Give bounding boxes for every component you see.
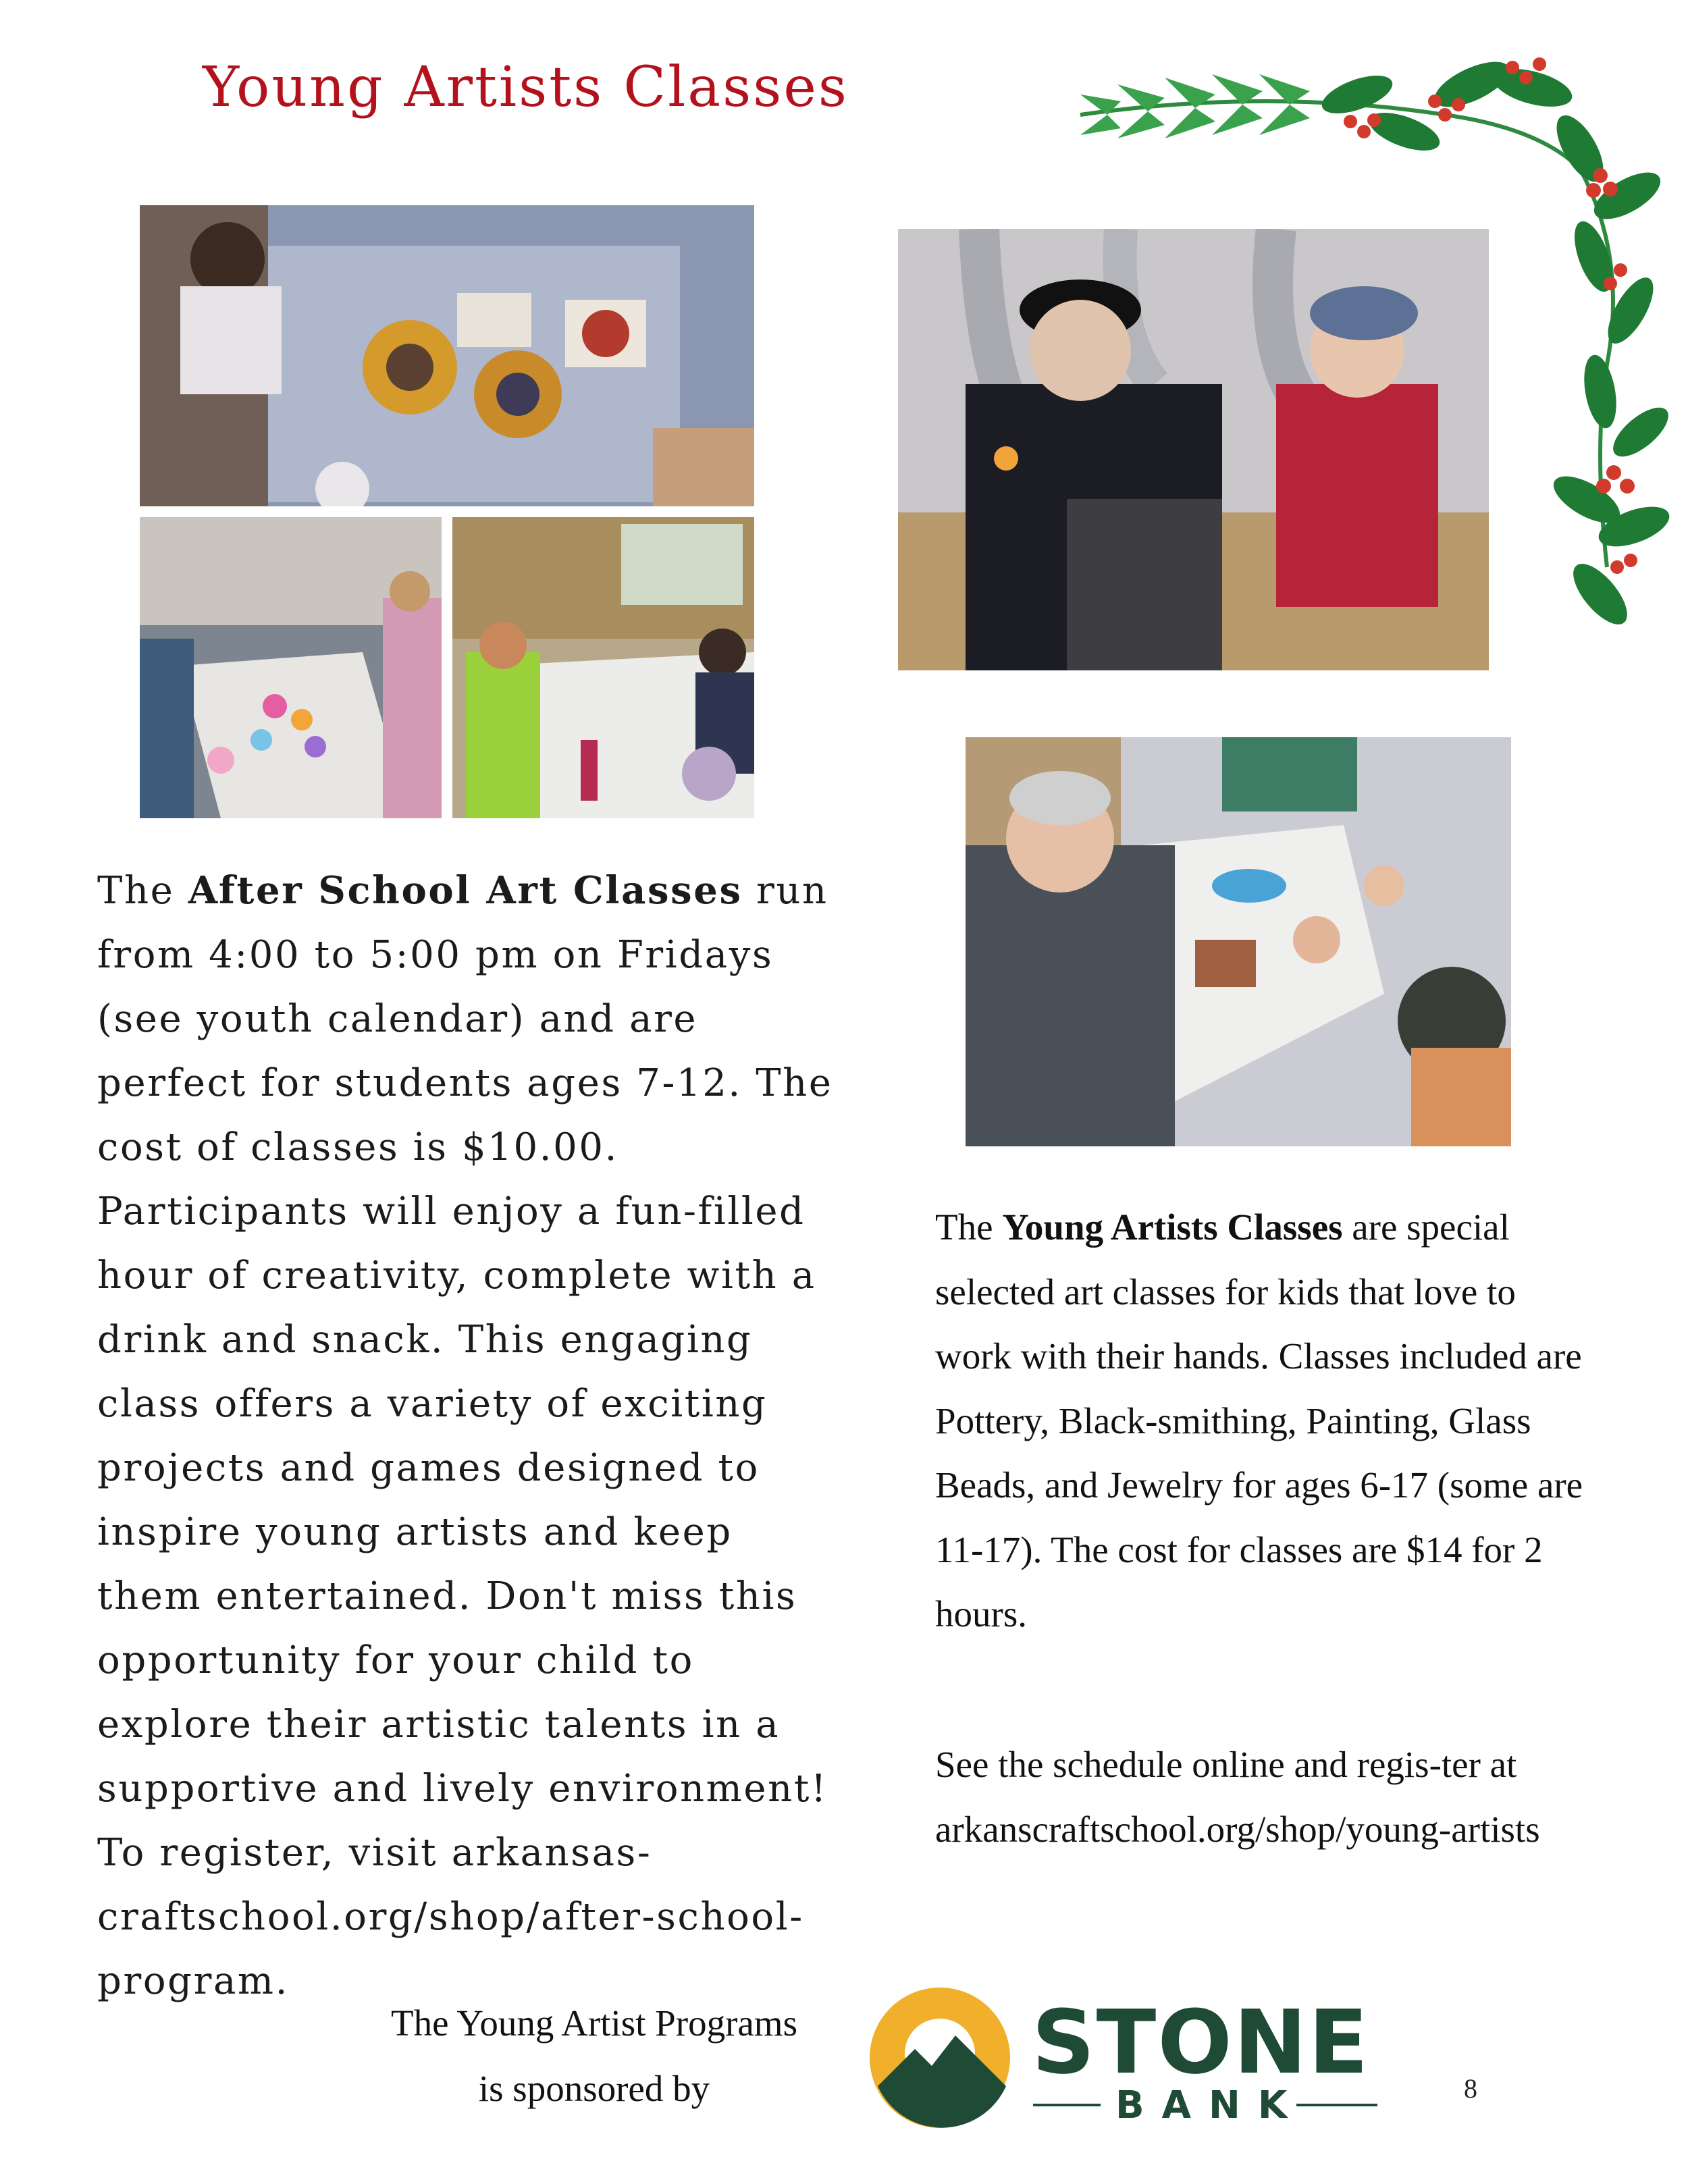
sponsor-text bbox=[324, 1990, 864, 2121]
after-school-description bbox=[97, 859, 847, 2013]
young-artists-class-name: Young Artists Classes bbox=[1002, 1206, 1343, 1248]
after-school-class-name: After School Art Classes bbox=[188, 868, 743, 913]
photo-painting-class bbox=[140, 205, 754, 506]
registration-note: See the schedule online and regis-ter at arkanscraftschool.org/shop/young-artists bbox=[935, 1744, 1540, 1850]
photo-pottery-class bbox=[966, 737, 1511, 1146]
logo-stone-text: STONE bbox=[1032, 1991, 1370, 2094]
photo-glass-beads-class bbox=[898, 229, 1489, 670]
young-artists-description bbox=[935, 1195, 1597, 1647]
photo-clay-class bbox=[140, 517, 442, 818]
right-text-body: are special selected art classes for kids that love to work with their hands. Classes included are Pottery, Black-smithing, Painting, Glass Beads, and Jewelry for ages 6-17 (some are 11-17). The cost for classes are $14 for 2 hours. bbox=[935, 1206, 1583, 1634]
photo-craft-table bbox=[452, 517, 754, 818]
stone-bank-logo bbox=[864, 1978, 1404, 2140]
left-text-body: run from 4:00 to 5:00 pm on Fridays (see youth calendar) and are perfect for students ages 7-12. The cost of classes is $10.00. Participants will enjoy a fun-filled hour of creativity, complete with a drink and snack. This engaging class offers a variety of exciting projects and games designed to inspire young artists and keep them entertained. Don't miss this opportunity for your child to explore their artistic talents in a supportive and lively environment! To register, visit arkansas-craftschool.org/shop/after-school-program. bbox=[97, 869, 833, 2003]
logo-bank-text: BANK bbox=[1115, 2083, 1305, 2127]
right-text-intro: The bbox=[935, 1206, 1003, 1248]
sponsor-line-1: The Young Artist Programs bbox=[391, 2002, 797, 2044]
page-title: Young Artists Classes bbox=[203, 55, 849, 119]
sponsor-line-2: is sponsored by bbox=[478, 2068, 710, 2109]
left-text-intro: The bbox=[97, 869, 188, 913]
page-number: 8 bbox=[1464, 2073, 1477, 2104]
